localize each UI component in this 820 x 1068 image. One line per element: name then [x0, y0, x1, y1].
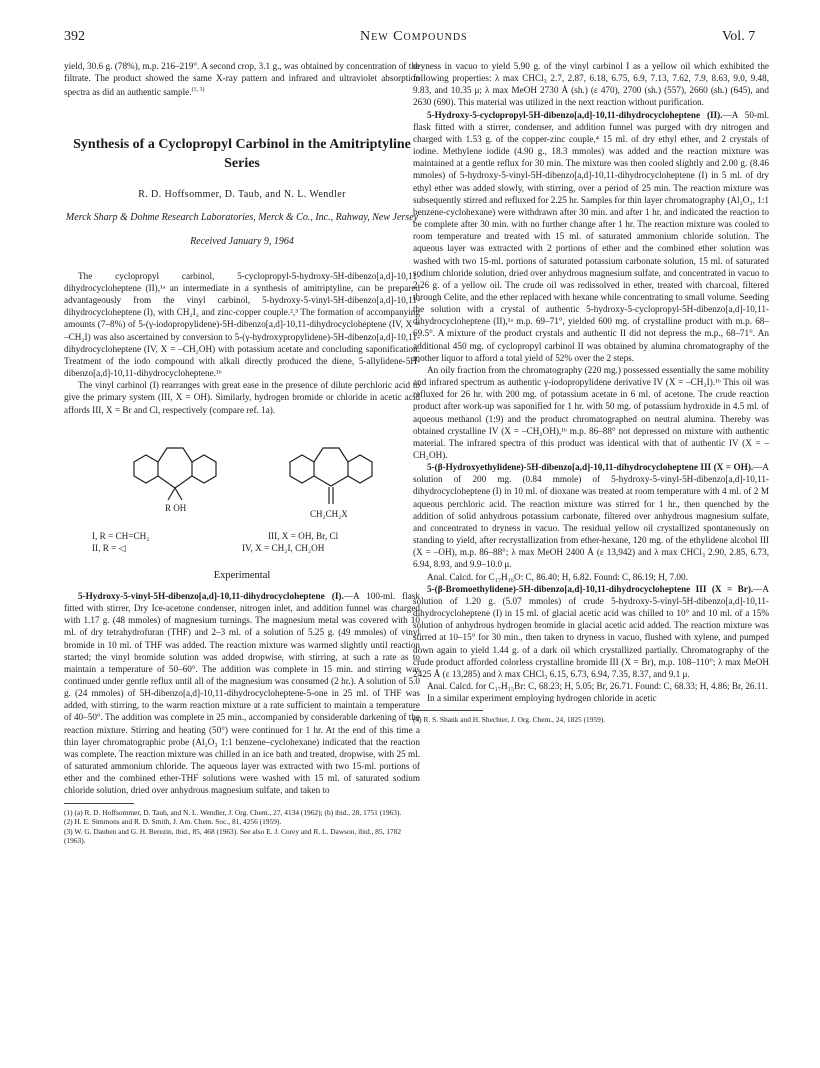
section-bromoethylidene: 5-(β-Bromoethylidene)-5H-dibenzo[a,d]-10,11-dihydrocycloheptene III (X = Br).—A solution of 1.20 g. (5.07 mmoles) of crude 5-hydroxy-5-vinyl-5H-dibenzo[a,d]-10,11-dihydrocycloheptene (I) in 15 ml. of glacial acetic acid was chilled to 10° and 10 ml. of a 15% solution of anhydrous hydrogen bromide in glacial acetic acid added. The reaction mixture was stirred at 10–15° for 30 min., then taken to dryness in vacuo, flushed with xylene, and pumped down again to yield 1.44 g. of a dark oil which crystallized partially. Chromatography of the crude product afforded colorless crystalline bromide III (X = Br), m.p. 108–110°; λ max MeOH 2425 Å (ε 13,285) and λ max CHCl₃ 6.15, 6.73, 6.94, 7.35, 8.37, and 9.1 μ.	[413, 583, 769, 679]
intro-text: yield, 30.6 g. (78%), m.p. 216–219°. A second crop, 3.1 g., was obtained by concentration of the filtrate. The product showed the same X-ray pattern and infrared and ultraviolet absorption spectra as did an authentic sample.$^{(1, 3)}$	[64, 61, 420, 98]
bridge-right	[314, 448, 348, 462]
caption-ii: II, R = ◁	[92, 542, 126, 553]
caption-iii: III, X = OH, Br, Cl	[268, 530, 339, 541]
figure-caption	[64, 530, 420, 558]
section-cyclopropyl-carbinol: 5-Hydroxy-5-cyclopropyl-5H-dibenzo[a,d]-10,11-dihydrocycloheptene (II).—A 50-ml. flask fitted with a stirrer, condenser, and addition funnel was purged with dry nitrogen and charged with 1.53 g. of the copper-zinc couple,⁴ 15 ml. of dry ethyl ether, and 2 crystals of iodine. Methylene iodide (4.90 g., 18.3 mmoles) was added and the reaction mixture was maintained at a gentle reflux for 30 min. The mixture was then cooled slightly and 2.00 g. (8.46 mmoles) of 5-hydroxy-5-vinyl-5H-dibenzo[a,d]-10,11-dihydrocycloheptene (I) in 5 ml. of dry ethyl ether was added slowly, with stirring, over a period of 25 min. The reaction mixture was subsequently stirred and refluxed for 2.25 hr. Samples for thin layer chromatography (Al₂O₃, 1:1 benzene-cyclohexane) were withdrawn after 30 min. and after 1 hr. and indicated the reaction to be complete after 30 min. with no further change after 1 hr. The reaction mixture was cooled to room temperature and treated with 15 ml. of saturated ammonium chloride solution. The aqueous layer was extracted with 2 portions of ether and the combined ether solution was washed with two 15-ml. portions of saturated potassium carbonate solution, 15 ml. of saturated sodium chloride solution, dried over anhydrous magnesium sulfate, and concentrated in vacuo to 2.26 g. of a yellow oil. The crude oil was redissolved in ether, treated with charcoal, filtered through Celite, and the ether replaced with hexane while concentrating to small volume. Seeding the solution with a crystal of authentic 5-hydroxy-5-cyclopropyl-5H-dibenzo[a,d]-10,11-dihydrocycloheptene (II),¹ᵃ m.p. 69–71°, yielded 600 mg. of crystalline product with m.p. 68–69.5°. A mixture of the product crystals and authentic II did not depress the m.p., 68–71°. An additional 450 mg. of cyclopropyl carbinol II was obtained by alumina chromatography of the mother liquor to afford a total yield of 52% over the 2 steps.	[413, 109, 770, 363]
volume-label: Vol. 7	[722, 29, 756, 44]
ring-left-b	[192, 455, 216, 483]
label-r-oh: R OH	[165, 502, 187, 513]
ring-right-c	[314, 476, 348, 486]
running-title: New Compounds	[360, 29, 468, 44]
bond-r	[168, 488, 175, 500]
footnote-4: (4) R. S. Shank and H. Shechter, J. Org. Chem., 24, 1825 (1959).	[413, 715, 606, 725]
paragraph-2: The vinyl carbinol (I) rearranges with great ease in the presence of dilute perchloric acid to give the primary system (III, X = OH). Similarly, hydrogen bromide or chloride in acetic acid affords III, X = Br and Cl, respectively (compare ref. 1a).	[64, 380, 420, 415]
ring-right-a	[290, 455, 314, 483]
article-title: Synthesis of a Cyclopropyl Carbinol in the Amitriptyline Series	[73, 136, 411, 171]
left-column	[64, 60, 420, 846]
affiliation: Merck Sharp & Dohme Research Laboratories, Merck & Co., Inc., Rahway, New Jersey	[65, 211, 419, 223]
caption-iv: IV, X = CH₂I, CH₂OH	[242, 542, 325, 553]
oily-fraction-paragraph: An oily fraction from the chromatography (220 mg.) possessed essentially the same mobility and infrared spectrum as authentic γ-iodopropylidene derivative IV (X = –CH₂I).¹ᵇ This oil was refluxed for 26 hr. with 200 mg. of potassium acetate in 6 ml. of acetone. The crude reaction product after work-up was saponified for 1 hr. with 50 mg. of potassium hydroxide in 4.5 ml. of aqueous methanol (1:9) and the product chromatographed on neutral alumina. Thereby was obtained crystalline IV (X = –CH₂OH),¹ᵇ m.p. 86–88° not depressed on mixture with authentic material. The infrared spectra of this product was identical with that of authentic IV (X = –CH₂OH).	[413, 364, 769, 460]
label-ch2ch2x: CH₂CH₂X	[310, 508, 348, 519]
section-heading-experimental: Experimental	[213, 569, 271, 581]
footnote-2: (2) H. E. Simmons and R. D. Smith, J. Am. Chem. Soc., 81, 4256 (1959).	[64, 817, 282, 827]
page-number: 392	[64, 29, 85, 44]
bond-oh	[175, 488, 182, 500]
received-date: Received January 9, 1964	[190, 235, 294, 247]
page-header	[0, 29, 820, 51]
authors: R. D. Hoffsommer, D. Taub, and N. L. Wendler	[138, 188, 346, 200]
ring-right-b	[348, 455, 372, 483]
footnotes-right	[413, 715, 769, 725]
footnote-rule	[64, 803, 134, 804]
footnotes	[64, 808, 420, 846]
analysis-bromoethylidene: Anal. Calcd. for C₁₇H₁₅Br: C, 68.23; H, 5.05; Br, 26.71. Found: C, 68.33; H, 4.86; Br, 26.11.	[427, 680, 768, 691]
footnote-3: (3) W. G. Dauben and G. H. Berezin, ibid., 85, 468 (1963). See also E. J. Corey and R. L. Dawson, ibid., 85, 1782 (1963).	[64, 826, 402, 846]
ring-left-a	[134, 455, 158, 483]
right-column	[413, 60, 769, 725]
bridge-left	[158, 448, 192, 462]
section-hydroxyethylidene: 5-(β-Hydroxyethylidene)-5H-dibenzo[a,d]-10,11-dihydrocycloheptene III (X = OH).—A solution of 200 mg. (0.84 mmole) of 5-hydroxy-5-vinyl-5H-dibenzo[a,d]-10,11-dihydrocycloheptene (I) in 10 ml. of dioxane was treated at room temperature with 4 ml. of 2 M aqueous perchloric acid. The reaction mixture was stirred for 1 hr., then quenched by the addition of solid anhydrous potassium carbonate, filtered over anhydrous magnesium sulfate, and concentrated to dryness in vacuo. The residual yellow oil crystallized spontaneously on standing to yield, after recrystallization from ether-hexane, 120 mg. of the ethylidene alcohol III (X = –OH), m.p. 86–88°; λ max MeOH 2400 Å (ε 13,942) and λ max CHCl₃ 2.90, 2.85, 6.73, 6.94, 8.93, and 9.9–10.0 μ.	[413, 462, 769, 570]
right-paragraph-1: dryness in vacuo to yield 5.90 g. of the vinyl carbinol I as a yellow oil which exhibited the following properties: λ max CHCl₃ 2.7, 2.87, 6.18, 6.75, 6.9, 7.13, 7.62, 7.9, 8.63, 9.0, 9.48, 9.83, and 10.35 μ; λ max MeOH 2730 Å (sh.) (ε 470), 2700 (sh.) (557), 2660 (sh.) (645), and 2630 (690). This material was utilized in the next reaction without purification.	[413, 61, 769, 108]
paragraph-1: The cyclopropyl carbinol, 5-cyclopropyl-5-hydroxy-5H-dibenzo[a,d]-10,11-dihydrocycloheptene (II),¹ᵃ an intermediate in a synthesis of amitriptyline, can be prepared advantageously from the vinyl carbinol, 5-hydroxy-5-vinyl-5H-dibenzo[a,d]-10,11-dihydrocycloheptene (I), with CH₂I₂ and zinc-copper couple.²,³ The formation of accompanying amounts (7–8%) of 5-(γ-iodopropylidene)-5H-dibenzo[a,d]-10,11-dihydrocycloheptene (IV, X = –CH₂I) was also ascertained by conversion to 5-(γ-hydroxypropylidene)-5H-dibenzo[a,d]-10,11-dihydrocycloheptene (IV, X = –CH₂OH) with potassium acetate and concluding saponification. Treatment of the iodo compound with alkali directly produced the diene, 5-allylidene-5H-dibenzo[a,d]-10,11-dihydrocycloheptene.¹ᵇ	[64, 270, 420, 379]
experimental-paragraph: 5-Hydroxy-5-vinyl-5H-dibenzo[a,d]-10,11-dihydrocycloheptene (I).—A 100-ml. flask fitted with stirrer, Dry Ice-acetone condenser, nitrogen inlet, and addition funnel was charged with 1.17 g. (48 mmoles) of magnesium turnings. The magnesium metal was covered with 10 ml. of dry tetrahydrofuran (THF) and 2–3 ml. of a solution of 5.25 g. (49 mmoles) of vinyl bromide in 10 ml. of THF was added. The reaction mixture was warmed slightly until reaction started; the vinyl bromide solution was added dropwise, with stirring, at such a rate as to maintain a temperature of 50–60°. The addition was complete in 15 min. and stirring was continued under gentle reflux until all of the magnesium was consumed (2 hr.). A solution of 5.0 g. (24 mmoles) of 5H-dibenzo[a,d]-10,11-dihydrocycloheptene-5-one in 25 ml. of THF was added, with stirring, to the warm reaction mixture at a rate sufficient to maintain a temperature of 40–50°. The addition was complete in 25 min., accompanied by considerable darkening of the reaction mixture. Stirring and heating (50°) were continued for 1 hr. At the end of this time a thin layer chromatographic probe (Al₂O₃ 1:1 benzene–cyclohexane) indicated that the reaction was complete. The reaction mixture was chilled in an ice bath and treated, dropwise, with 25 ml. of saturated ammonium chloride. The aqueous layer was extracted with two 15-ml. portions of ether and the combined ether-THF solutions were washed with 15 ml. of saturated sodium chloride solution, dried over anhydrous magnesium sulfate, and taken to	[64, 590, 420, 796]
chemical-structures	[64, 424, 420, 528]
structure-figure	[64, 424, 420, 528]
footnote-rule-right	[413, 710, 483, 711]
analysis-hydroxyethylidene: Anal. Calcd. for C₁₇H₁₆O: C, 86.40; H, 6.82. Found: C, 86.19; H, 7.00.	[427, 571, 688, 582]
caption-i: I, R = CH=CH₂	[92, 530, 150, 541]
ring-left-c	[158, 476, 192, 488]
footnote-1: (1) (a) R. D. Hoffsommer, D. Taub, and N. L. Wendler, J. Org. Chem., 27, 4134 (1962); (b) ibid., 28, 1751 (1963).	[64, 807, 402, 817]
closing-sentence: In a similar experiment employing hydrogen chloride in acetic	[427, 693, 657, 704]
